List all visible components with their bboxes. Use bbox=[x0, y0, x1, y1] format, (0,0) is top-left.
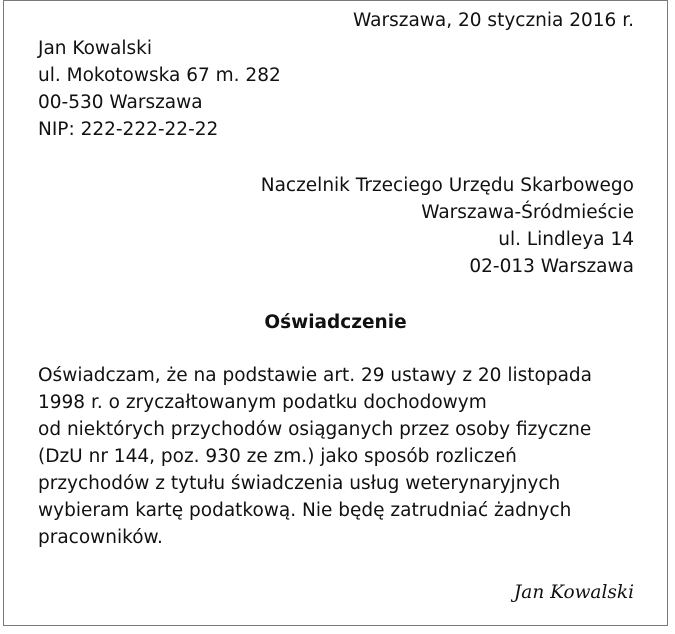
statement-body bbox=[38, 362, 638, 551]
body-line: Oświadczam, że na podstawie art. 29 ustawy z 20 listopada bbox=[38, 365, 592, 386]
recipient-line-1: Naczelnik Trzeciego Urzędu Skarbowego bbox=[260, 175, 634, 196]
recipient-line-2: Warszawa-Śródmieście bbox=[421, 202, 634, 223]
body-line: (DzU nr 144, poz. 930 ze zm.) jako sposób rozliczeń bbox=[38, 446, 517, 467]
date-place: Warszawa, 20 stycznia 2016 r. bbox=[353, 10, 634, 31]
body-line: pracowników. bbox=[38, 527, 163, 548]
body-line: od niektórych przychodów osiąganych przez osoby fizyczne bbox=[38, 419, 592, 440]
body-line: wybieram kartę podatkową. Nie będę zatrudniać żadnych bbox=[38, 500, 572, 521]
letter-page bbox=[3, 0, 668, 626]
signature: Jan Kowalski bbox=[513, 582, 634, 603]
recipient-line-4: 02-013 Warszawa bbox=[469, 256, 634, 277]
sender-city: 00-530 Warszawa bbox=[38, 92, 203, 113]
sender-name: Jan Kowalski bbox=[38, 38, 153, 59]
document-title: Oświadczenie bbox=[264, 312, 407, 333]
body-line: przychodów z tytułu świadczenia usług weterynaryjnych bbox=[38, 473, 561, 494]
body-line: 1998 r. o zryczałtowanym podatku dochodowym bbox=[38, 392, 487, 413]
sender-nip: NIP: 222-222-22-22 bbox=[38, 119, 219, 140]
recipient-line-3: ul. Lindleya 14 bbox=[498, 229, 634, 250]
sender-street: ul. Mokotowska 67 m. 282 bbox=[38, 65, 281, 86]
